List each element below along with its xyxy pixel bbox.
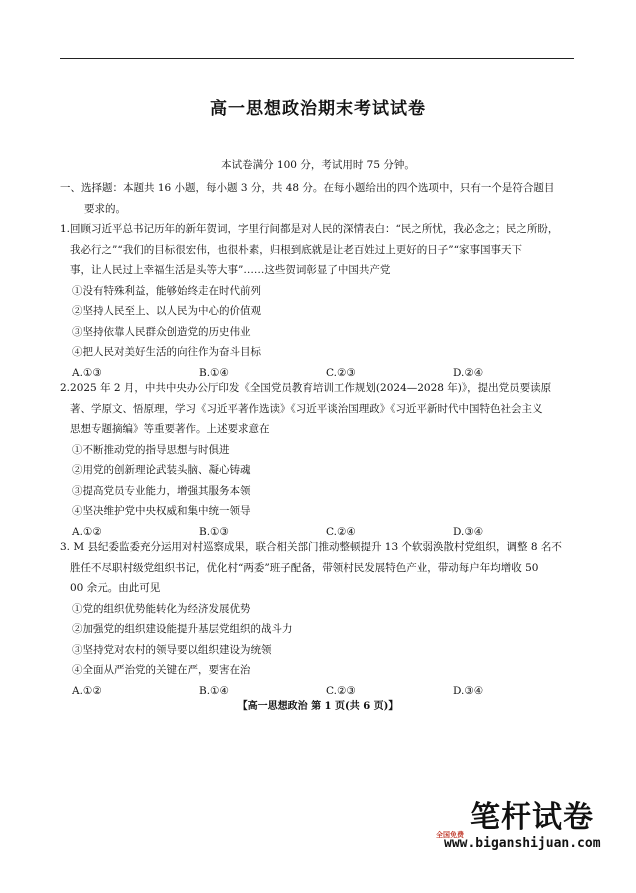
watermark <box>436 800 606 851</box>
choice-d: D.③④ <box>453 525 484 538</box>
question-stem <box>60 378 580 440</box>
stem-line: 胜任不尽职村级党组织书记，优化村“两委”班子配备，带领村民发展特色产业，带动每户年均增收 50 <box>70 561 539 574</box>
choice-a: A.①② <box>72 525 102 538</box>
choice-d: D.③④ <box>453 684 484 697</box>
choice-a: A.①② <box>72 684 102 697</box>
choice-d: D.②④ <box>453 366 484 379</box>
statement-3: ③坚持依靠人民群众创造党的历史伟业 <box>72 325 251 338</box>
stem-line: 思想专题摘编》等重要著作。上述要求意在 <box>70 423 270 435</box>
choice-c: C.②④ <box>326 525 356 538</box>
section-heading-line1: 一、选择题：本题共 16 小题，每小题 3 分，共 48 分。在每小题给出的四个选项中，只有一个是符合题目 <box>60 182 555 194</box>
statement-4: ④全面从严治党的关键在严，要害在治 <box>72 664 251 676</box>
statement-1: ①不断推动党的指导思想与时俱进 <box>72 443 230 456</box>
exam-note: 本试卷满分 100 分，考试用时 75 分钟。 <box>221 159 415 171</box>
choice-c: C.②③ <box>326 366 356 379</box>
question-stem <box>60 219 580 281</box>
page-footer: 【高一思想政治 第 1 页(共 6 页)】 <box>237 701 399 712</box>
section-heading-line2: 要求的。 <box>84 203 126 215</box>
question-1 <box>60 219 580 383</box>
stem-line: 2.2025 年 2 月，中共中央办公厅印发《全国党员教育培训工作规划(2024—2028 年)》，提出党员要读原 <box>60 382 552 394</box>
statement-2: ②用党的创新理论武装头脑、凝心铸魂 <box>72 464 251 476</box>
watermark-tag: 全国免费 <box>436 831 464 839</box>
statement-2: ②加强党的组织建设能提升基层党组织的战斗力 <box>72 623 293 635</box>
choice-b: B.①④ <box>199 366 229 379</box>
header-rule <box>60 58 574 59</box>
statement-1: ①党的组织优势能转化为经济发展优势 <box>72 602 251 615</box>
stem-line: 我必行之”“我们的目标很宏伟，也很朴素，归根到底就是让老百姓过上更好的日子”“家事国事天下 <box>70 243 522 256</box>
watermark-url: www.biganshijuan.com <box>444 836 601 851</box>
question-2 <box>60 378 580 542</box>
statement-2: ②坚持人民至上、以人民为中心的价值观 <box>72 305 261 317</box>
exam-title: 高一思想政治期末考试试卷 <box>210 99 426 119</box>
choice-c: C.②③ <box>326 684 356 697</box>
statement-3: ③坚持党对农村的领导要以组织建设为统领 <box>72 643 272 656</box>
stem-line: 3. M 县纪委监委充分运用对村巡察成果，联合相关部门推动整顿提升 13 个软弱涣散村党组织，调整 8 名不 <box>60 541 562 553</box>
stem-line: 著、学原文、悟原理，学习《习近平著作选读》《习近平谈治国理政》《习近平新时代中国特色社会主义 <box>70 402 543 415</box>
choice-a: A.①③ <box>72 366 102 379</box>
section-heading <box>60 178 580 220</box>
choice-b: B.①③ <box>199 525 229 538</box>
stem-line: 00 余元。由此可见 <box>70 582 161 594</box>
choice-b: B.①④ <box>199 684 229 697</box>
watermark-brand: 笔杆试卷 <box>470 800 594 835</box>
question-3 <box>60 537 580 701</box>
statement-1: ①没有特殊利益，能够始终走在时代前列 <box>72 284 261 297</box>
statement-3: ③提高党员专业能力，增强其服务本领 <box>72 484 251 497</box>
stem-line: 事，让人民过上幸福生活是头等大事”……这些贺词彰显了中国共产党 <box>70 264 391 276</box>
question-stem <box>60 537 580 599</box>
stem-line: 1.回顾习近平总书记历年的新年贺词，字里行间都是对人民的深情表白：“民之所忧，我必念之；民之所盼， <box>60 223 559 235</box>
statement-4: ④坚决维护党中央权威和集中统一领导 <box>72 505 251 517</box>
statement-4: ④把人民对美好生活的向往作为奋斗目标 <box>72 346 261 358</box>
